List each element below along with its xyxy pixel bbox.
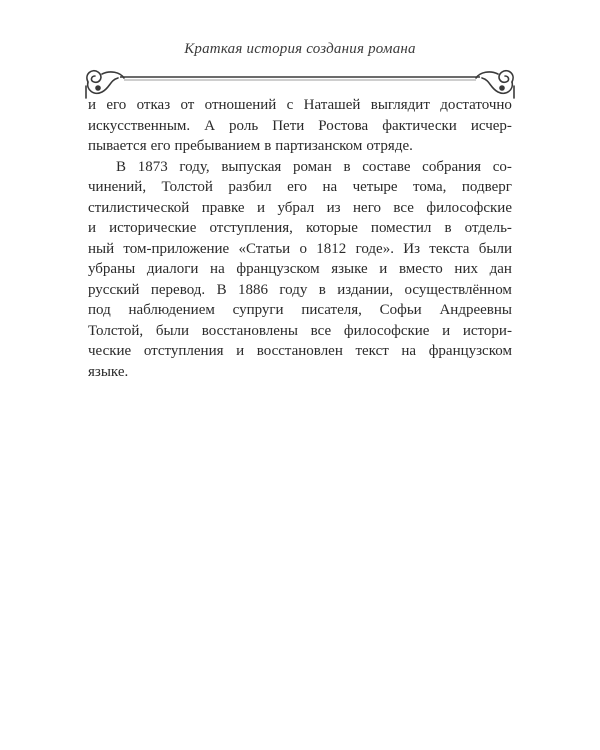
text-line: ческие отступления и восстановлен текст на французском bbox=[88, 343, 512, 359]
text-line: под наблюдением супруги писателя, Софьи Андреевны bbox=[88, 302, 512, 318]
text-line: искусственным. А роль Пети Ростова фактически исчер- bbox=[88, 117, 512, 134]
text-line: Толстой, были восстановлены все философские и истори- bbox=[88, 322, 512, 339]
right-flourish-icon bbox=[476, 71, 514, 98]
running-header: Краткая история создания романа bbox=[184, 41, 416, 57]
text-line: В 1873 году, выпуская роман в составе собрания со- bbox=[116, 158, 512, 175]
body-text bbox=[88, 95, 512, 382]
text-line: и исторические отступления, которые поместил в отдель- bbox=[88, 220, 512, 236]
text-line: стилистической правке и убрал из него все философские bbox=[88, 199, 512, 216]
text-line: чинений, Толстой разбил его на четыре тома, подверг bbox=[88, 179, 512, 195]
left-flourish-icon bbox=[86, 71, 124, 98]
text-line: пывается его пребыванием в партизанском отряде. bbox=[88, 138, 413, 154]
text-line: языке. bbox=[88, 363, 129, 380]
text-line: и его отказ от отношений с Наташей выглядит достаточно bbox=[88, 97, 512, 113]
text-line: русский перевод. В 1886 году в издании, осуществлённом bbox=[88, 281, 512, 298]
text-line: убраны диалоги на французском языке и вместо них дан bbox=[88, 261, 512, 277]
text-line: ный том-приложение «Статьи о 1812 годе». Из текста были bbox=[88, 240, 512, 257]
